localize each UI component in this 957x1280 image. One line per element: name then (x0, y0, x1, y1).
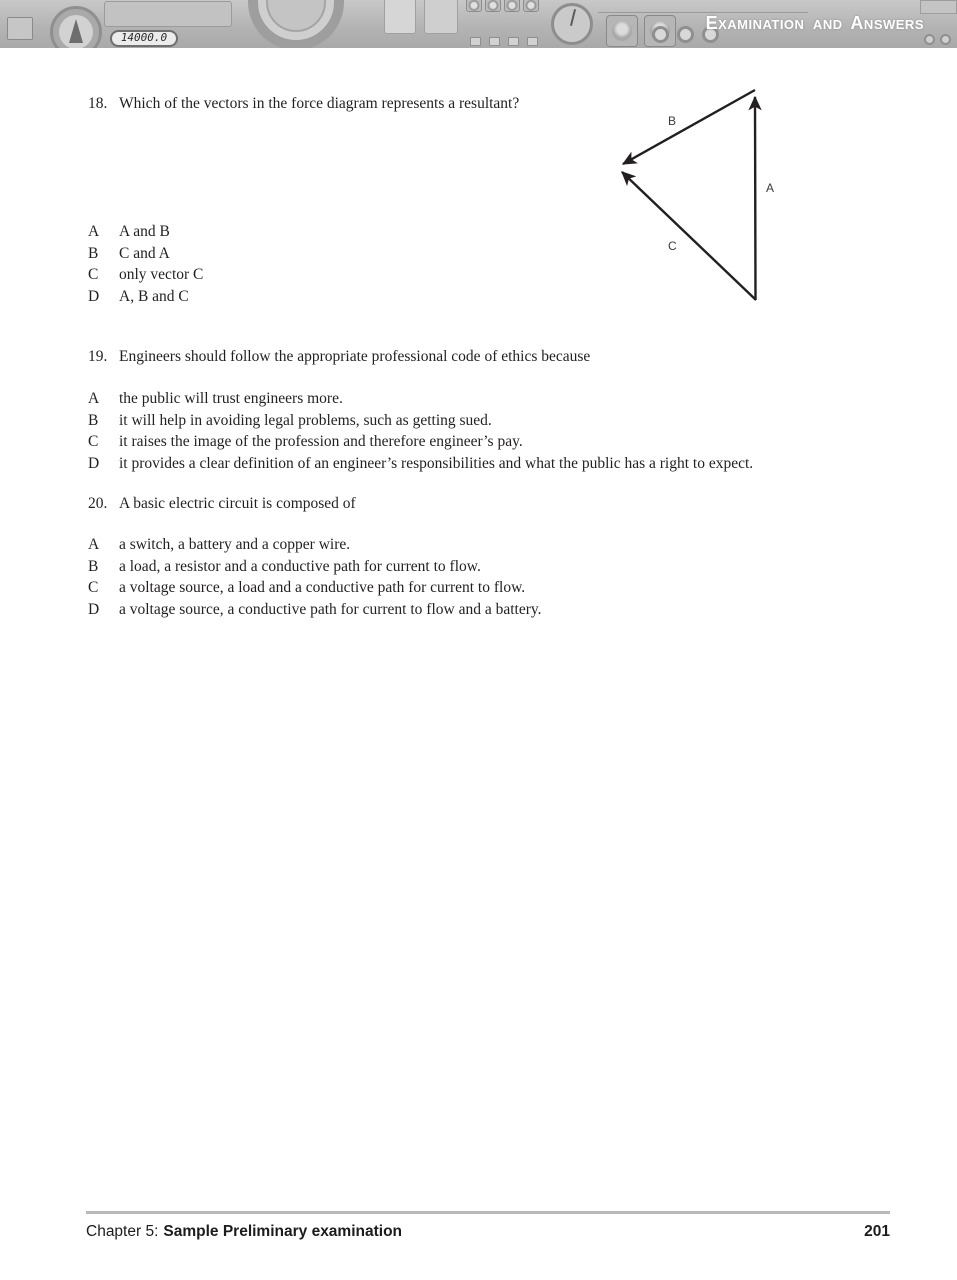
chapter-label: Chapter 5: (86, 1223, 159, 1240)
question-18-options (88, 221, 203, 307)
option-row (88, 599, 542, 621)
question-18 (88, 93, 648, 115)
option-letter: B (88, 411, 99, 429)
option-row (88, 556, 542, 578)
option-letter: A (88, 536, 100, 553)
option-row (88, 453, 753, 475)
option-row (88, 221, 203, 243)
knob-icon (485, 0, 501, 12)
footer-rule (86, 1211, 890, 1214)
compass-inner-icon (266, 0, 326, 32)
switch-icon (470, 37, 481, 46)
option-text: a voltage source, a load and a conductive path for current to flow. (119, 579, 526, 597)
vector-b-label: B (668, 114, 677, 128)
option-letter: D (88, 287, 100, 305)
option-text: a load, a resistor and a conductive path for current to flow. (119, 557, 481, 575)
round-knob-icon (652, 26, 669, 43)
vector-c-line (622, 172, 756, 300)
option-row (88, 286, 203, 308)
footer-chapter (86, 1223, 402, 1241)
option-letter: D (88, 454, 100, 472)
compass-gauge-icon (248, 0, 344, 48)
force-vector-diagram (598, 76, 803, 311)
panel-slab-icon (424, 0, 458, 34)
vector-c-label: C (668, 239, 677, 253)
screw-icon (924, 34, 935, 45)
option-row (88, 577, 542, 599)
question-text: Which of the vectors in the force diagram represents a resultant? (119, 95, 520, 112)
attitude-gauge-icon (50, 6, 102, 48)
question-text: Engineers should follow the appropriate professional code of ethics because (119, 348, 591, 365)
question-20 (88, 493, 898, 515)
option-row (88, 264, 203, 286)
knob-icon (466, 0, 482, 12)
altimeter-value: 14000.0 (120, 31, 168, 44)
option-text: the public will trust engineers more. (119, 390, 343, 407)
option-letter: C (88, 579, 99, 597)
knob-square-icon (606, 15, 638, 47)
option-row (88, 243, 203, 265)
page-header-title: Examination and Answers (705, 13, 924, 33)
option-letter: C (88, 266, 99, 284)
option-letter: C (88, 433, 99, 451)
option-letter: D (88, 600, 100, 618)
knob-icon (504, 0, 520, 12)
panel-corner-icon (920, 0, 957, 14)
option-text: a voltage source, a conductive path for current to flow and a battery. (119, 600, 542, 618)
option-letter: B (88, 244, 99, 262)
option-text: A, B and C (119, 287, 189, 305)
knob-circle-icon (612, 21, 632, 41)
altimeter-display (110, 30, 178, 47)
switch-icon (508, 37, 519, 46)
question-number: 19. (88, 348, 108, 365)
option-text: A and B (119, 223, 170, 240)
option-text: it will help in avoiding legal problems, such as getting sued. (119, 411, 492, 429)
switch-icon (489, 37, 500, 46)
option-text: only vector C (119, 266, 204, 284)
option-row (88, 431, 753, 453)
header-banner (0, 0, 957, 48)
panel-slab-icon (384, 0, 416, 34)
option-text: it provides a clear definition of an engineer’s responsibilities and what the public has a right to expect. (119, 454, 754, 472)
option-letter: A (88, 390, 100, 407)
panel-strip-icon (104, 1, 232, 27)
question-19-options (88, 388, 753, 474)
vector-a-label: A (766, 181, 775, 195)
option-row (88, 534, 542, 556)
dial-needle-icon (570, 9, 576, 26)
switch-icon (527, 37, 538, 46)
question-number: 18. (88, 95, 108, 112)
option-text: it raises the image of the profession and therefore engineer’s pay. (119, 433, 523, 451)
option-text: C and A (119, 244, 170, 262)
page-number: 201 (864, 1223, 890, 1240)
vector-b-line (623, 90, 755, 164)
question-20-options (88, 534, 542, 620)
round-knob-icon (677, 26, 694, 43)
vector-a-line (755, 97, 756, 300)
option-row (88, 410, 753, 432)
option-letter: A (88, 223, 100, 240)
question-text: A basic electric circuit is composed of (119, 495, 356, 512)
question-19 (88, 346, 898, 368)
screw-icon (940, 34, 951, 45)
question-number: 20. (88, 495, 108, 512)
option-letter: B (88, 557, 99, 575)
chapter-title: Sample Preliminary examination (163, 1223, 403, 1240)
footer (86, 1223, 890, 1241)
gauge-needle-icon (69, 19, 83, 43)
knob-icon (523, 0, 539, 12)
option-row (88, 388, 753, 410)
dial-gauge-icon (551, 3, 593, 45)
panel-box-icon (7, 17, 33, 40)
option-text: a switch, a battery and a copper wire. (119, 536, 351, 553)
